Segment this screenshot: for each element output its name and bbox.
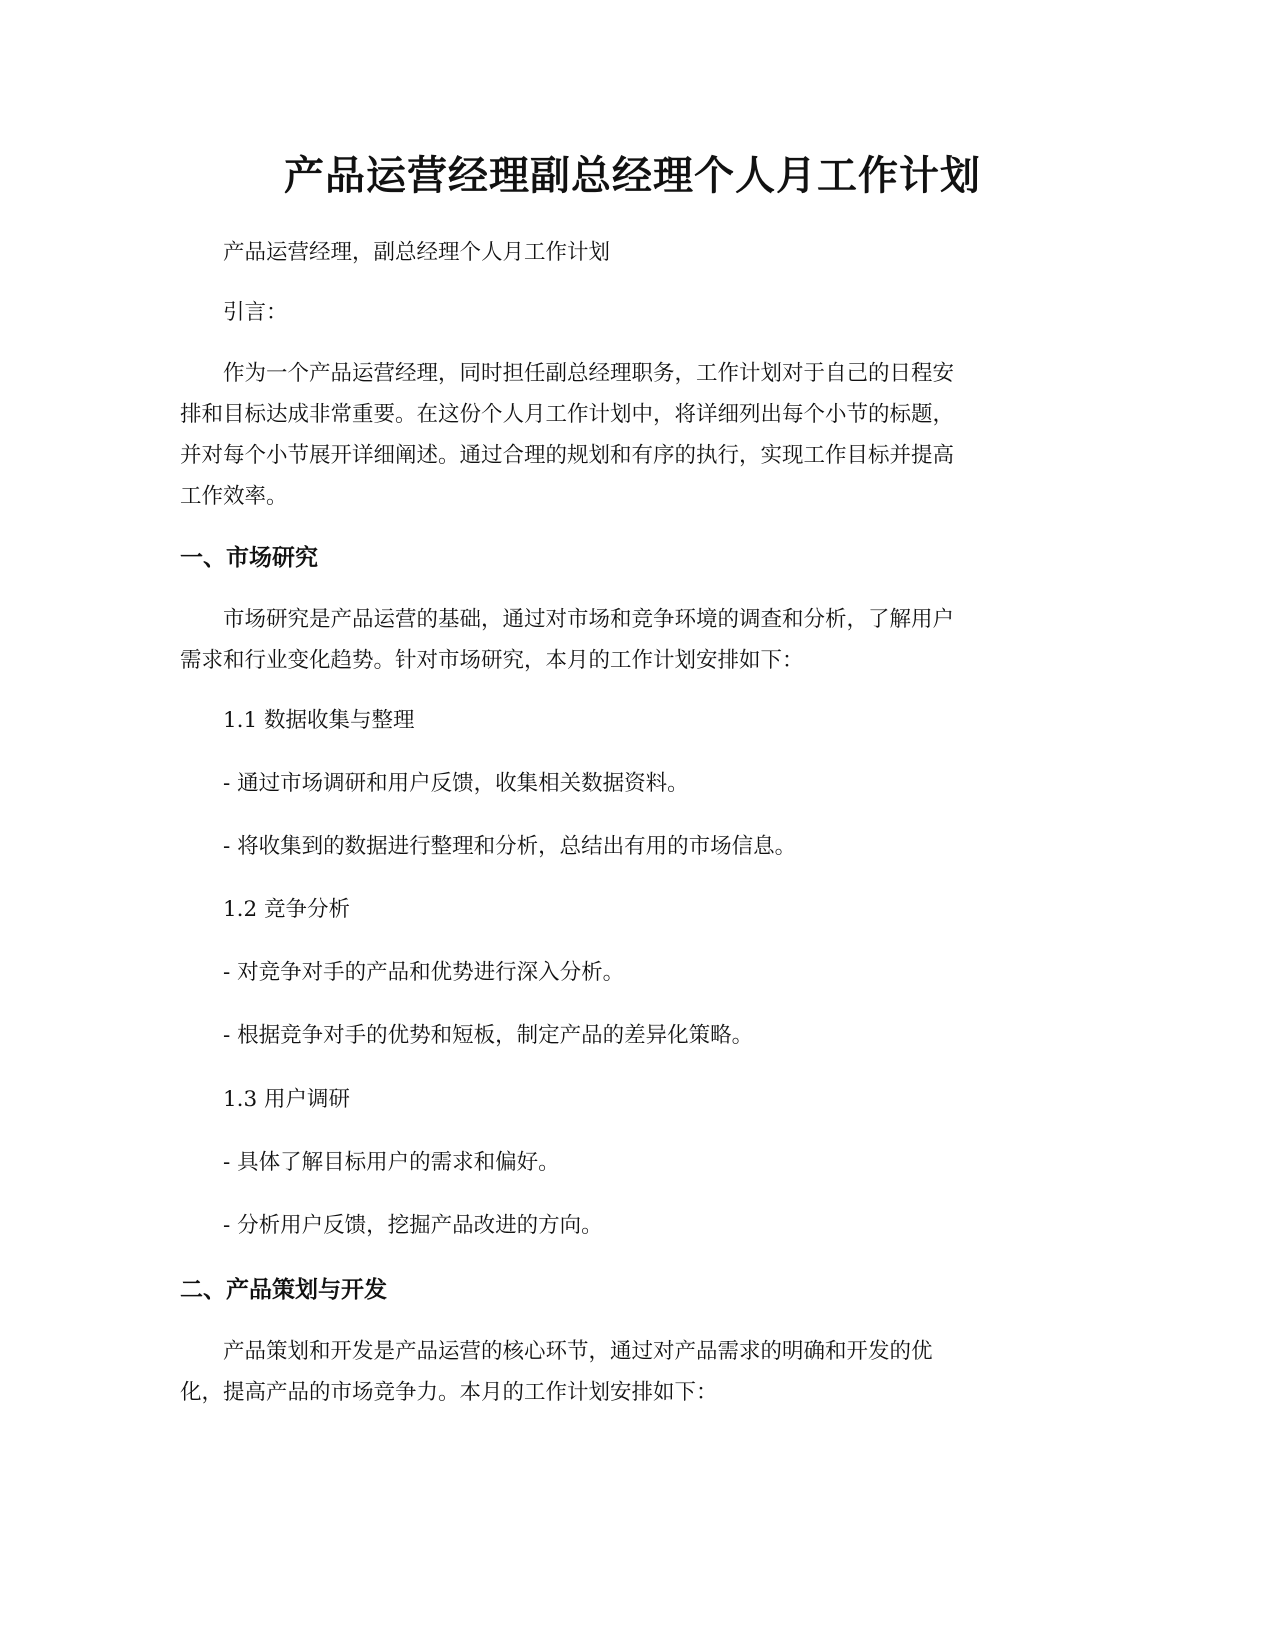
- intro-line: 排和目标达成非常重要。在这份个人月工作计划中，将详细列出每个小节的标题，: [180, 402, 955, 427]
- intro-line: 并对每个小节展开详细阐述。通过合理的规划和有序的执行，实现工作目标并提高: [180, 443, 955, 468]
- subsection-1-2-item: - 对竞争对手的产品和优势进行深入分析。: [223, 960, 625, 985]
- intro-paragraph: [180, 353, 1085, 517]
- section1-body: [180, 599, 1085, 681]
- section2-body-line: 化，提高产品的市场竞争力。本月的工作计划安排如下：: [180, 1380, 718, 1405]
- subsection-1-3-item: - 分析用户反馈，挖掘产品改进的方向。: [223, 1213, 603, 1238]
- section1-heading: 一、市场研究: [180, 545, 318, 571]
- subsection-1-3-title: 1.3 用户调研: [223, 1087, 351, 1112]
- subsection-1-1-title: 1.1 数据收集与整理: [223, 708, 415, 733]
- subsection-1-2-title: 1.2 竞争分析: [223, 897, 351, 922]
- subsection-1-1-item: - 通过市场调研和用户反馈，收集相关数据资料。: [223, 771, 689, 796]
- subsection-1-3-item: - 具体了解目标用户的需求和偏好。: [223, 1150, 560, 1175]
- section2-heading: 二、产品策划与开发: [180, 1277, 387, 1303]
- document-title: 产品运营经理副总经理个人月工作计划: [284, 153, 981, 199]
- intro-label: 引言：: [223, 300, 288, 325]
- intro-line: 工作效率。: [180, 484, 288, 509]
- subsection-1-2-item: - 根据竞争对手的优势和短板，制定产品的差异化策略。: [223, 1023, 754, 1048]
- section1-body-line: 市场研究是产品运营的基础，通过对市场和竞争环境的调查和分析，了解用户: [223, 607, 955, 632]
- section2-body: [180, 1331, 1085, 1413]
- subtitle-paragraph: 产品运营经理，副总经理个人月工作计划: [223, 240, 611, 265]
- intro-line: 作为一个产品运营经理，同时担任副总经理职务，工作计划对于自己的日程安: [223, 361, 955, 386]
- section1-body-line: 需求和行业变化趋势。针对市场研究，本月的工作计划安排如下：: [180, 648, 804, 673]
- section2-body-line: 产品策划和开发是产品运营的核心环节，通过对产品需求的明确和开发的优: [223, 1339, 933, 1364]
- subsection-1-1-item: - 将收集到的数据进行整理和分析，总结出有用的市场信息。: [223, 834, 797, 859]
